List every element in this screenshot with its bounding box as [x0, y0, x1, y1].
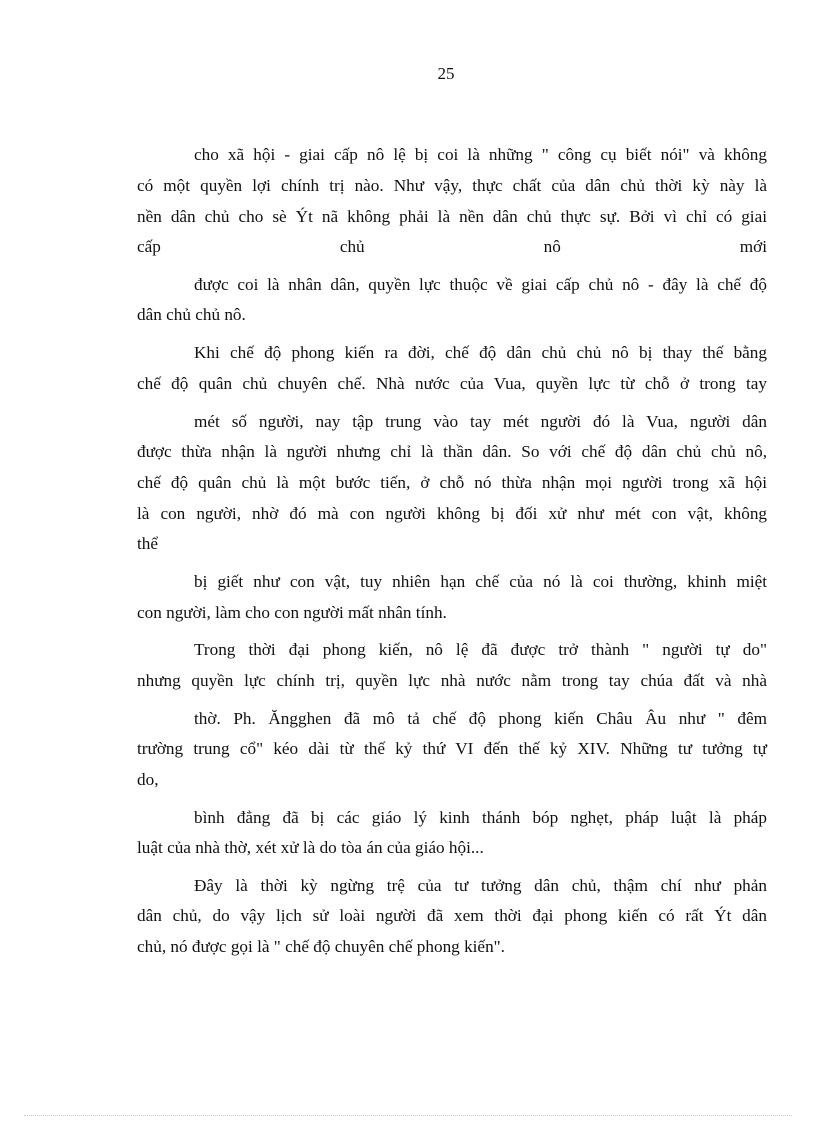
text-line: con người, làm cho con người mất nhân tính. — [137, 603, 447, 622]
text-line: chế độ quân chủ chuyên chế. Nhà nước của Vua, quyền lực từ chỗ ở trong tay — [137, 374, 767, 393]
page-number: 25 — [437, 64, 455, 83]
text-line: có một quyền lợi chính trị nào. Như vậy, thực chất của dân chủ thời kỳ này là — [137, 176, 767, 195]
text-line: bình đẳng đã bị các giáo lý kinh thánh bóp nghẹt, pháp luật là pháp — [194, 808, 767, 827]
text-line: trường trung cổ" kéo dài từ thế kỷ thứ VI đến thế kỷ XIV. Những tư tưởng tự — [137, 739, 767, 758]
text-line: thờ. Ph. Ăngghen đã mô tả chế độ phong kiến Châu Âu như " đêm — [194, 709, 767, 728]
text-line: thể — [137, 534, 158, 553]
text-line: do, — [137, 770, 159, 789]
text-line: được coi là nhân dân, quyền lực thuộc về giai cấp chủ nô - đây là chế độ — [194, 275, 767, 294]
text-line: luật của nhà thờ, xét xử là do tòa án của giáo hội... — [137, 838, 484, 857]
text-line: nhưng quyền lực chính trị, quyền lực nhà nước nằm trong tay chúa đất và nhà — [137, 671, 767, 690]
text-line: cho xã hội - giai cấp nô lệ bị coi là những " công cụ biết nói" và không — [194, 145, 767, 164]
text-line: dân chủ, do vậy lịch sử loài người đã xem thời đại phong kiến có rất Ýt dân — [137, 906, 767, 925]
text-line: cấp chủ nô mới — [137, 237, 767, 256]
text-line: dân chủ chủ nô. — [137, 305, 246, 324]
text-line: mét số người, nay tập trung vào tay mét người đó là Vua, người dân — [194, 412, 767, 431]
text-line: nền dân chủ cho sè Ýt nã không phải là nền dân chủ thực sự. Bởi vì chỉ có giai — [137, 207, 767, 226]
text-line: Trong thời đại phong kiến, nô lệ đã được trở thành " người tự do" — [194, 640, 767, 659]
text-line: chế độ quân chủ là một bước tiến, ở chỗ nó thừa nhận mọi người trong xã hội — [137, 473, 767, 492]
text-line: Đây là thời kỳ ngừng trệ của tư tưởng dân chủ, thậm chí như phản — [194, 876, 767, 895]
text-line: là con người, nhờ đó mà con người không bị đối xử như mét con vật, không — [137, 504, 767, 523]
text-line: Khi chế độ phong kiến ra đời, chế độ dân chủ chủ nô bị thay thế bằng — [194, 343, 767, 362]
text-line: được thừa nhận là người nhưng chỉ là thần dân. So với chế độ dân chủ chủ nô, — [137, 442, 767, 461]
text-line: chủ, nó được gọi là " chế độ chuyên chế phong kiến". — [137, 937, 505, 956]
text-line: bị giết như con vật, tuy nhiên hạn chế của nó là coi thường, khinh miệt — [194, 572, 767, 591]
footer-divider — [24, 1115, 792, 1116]
